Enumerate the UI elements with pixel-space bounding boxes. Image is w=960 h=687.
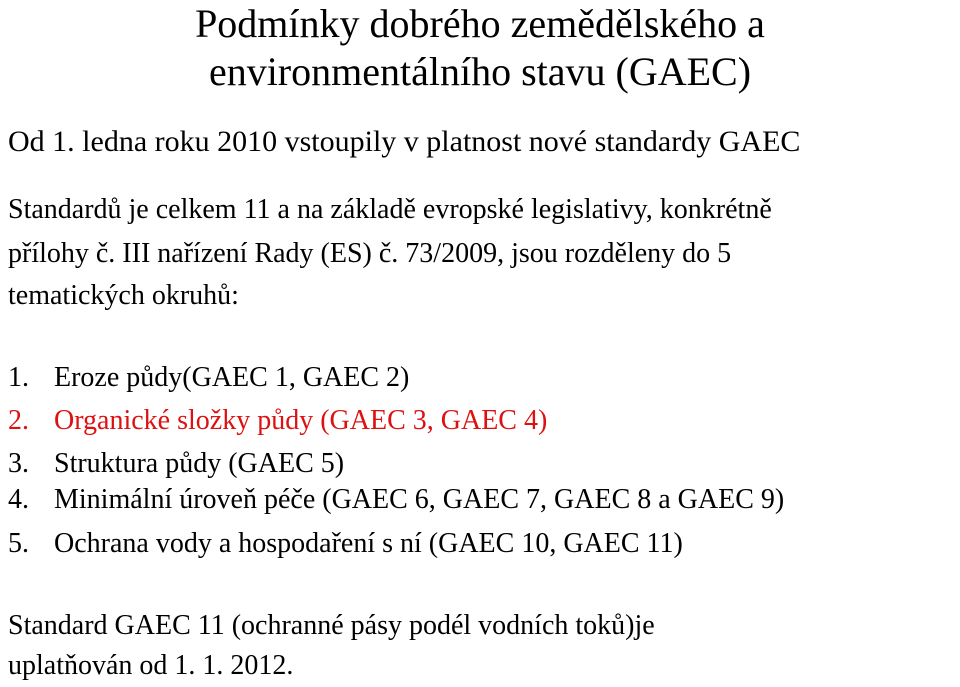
list-item-text: Ochrana vody a hospodaření s ní (GAEC 10, GAEC 11) — [54, 528, 683, 559]
title-line-2: environmentálního stavu (GAEC) — [208, 49, 752, 94]
footer-line-2: uplatňován od 1. 1. 2012. — [8, 650, 294, 681]
title-line-1: Podmínky dobrého zemědělského a — [195, 1, 765, 46]
list-item — [8, 446, 344, 482]
list-item-number: 2. — [8, 405, 29, 436]
list-item-number: 3. — [8, 448, 29, 479]
list-item-number: 5. — [8, 528, 29, 559]
list-item — [8, 482, 784, 518]
list-item — [8, 526, 683, 562]
paragraph-line-3: tematických okruhů: — [8, 280, 239, 311]
paragraph-line-2: přílohy č. III nařízení Rady (ES) č. 73/2009, jsou rozděleny do 5 — [8, 238, 732, 269]
list-item-number: 1. — [8, 362, 29, 393]
intro-text: Od 1. ledna roku 2010 vstoupily v platnost nové standardy GAEC — [8, 125, 801, 158]
list-item-text: Struktura půdy (GAEC 5) — [54, 448, 345, 479]
footer-line-1: Standard GAEC 11 (ochranné pásy podél vodních toků)je — [8, 610, 655, 641]
paragraph-line-1: Standardů je celkem 11 a na základě evropské legislativy, konkrétně — [8, 194, 772, 225]
list-item-text: Minimální úroveň péče (GAEC 6, GAEC 7, GAEC 8 a GAEC 9) — [54, 484, 785, 515]
list-item-text: Organické složky půdy (GAEC 3, GAEC 4) — [54, 405, 548, 436]
list-item — [8, 360, 409, 396]
list-item-number: 4. — [8, 484, 29, 515]
slide-title — [0, 0, 960, 96]
list-item-text: Eroze půdy(GAEC 1, GAEC 2) — [54, 362, 410, 393]
list-item — [8, 403, 547, 439]
